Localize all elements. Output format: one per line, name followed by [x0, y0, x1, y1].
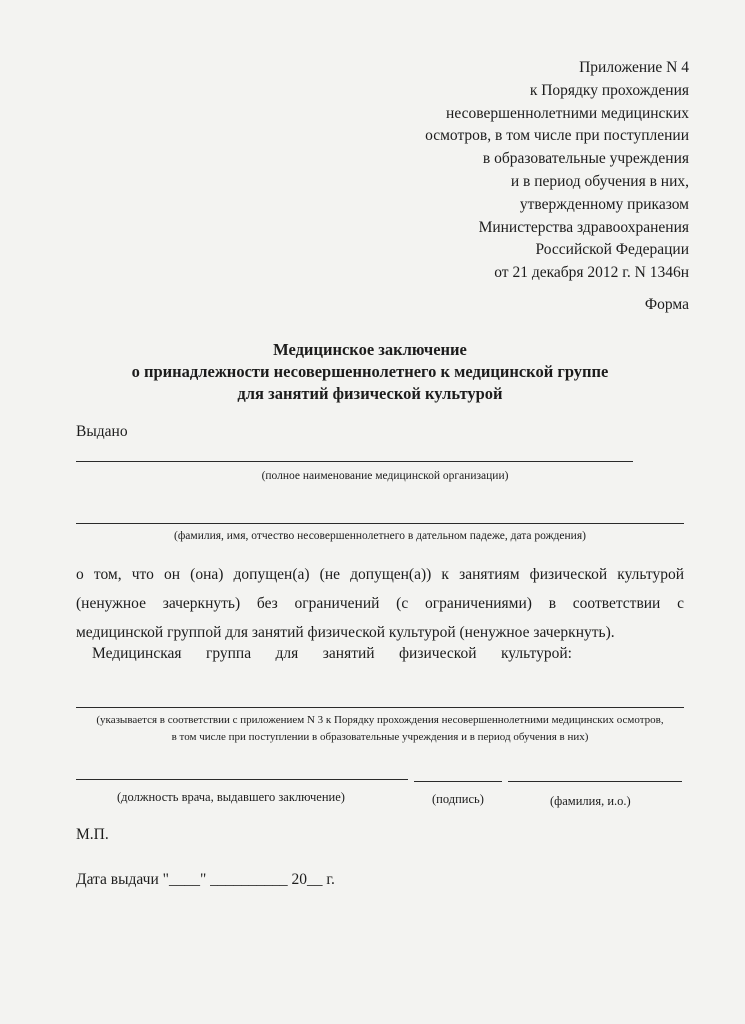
appendix-line: Министерства здравоохранения: [478, 218, 689, 236]
position-caption: (должность врача, выдавшего заключение): [117, 790, 345, 804]
note-line: (указывается в соответствии с приложением N 3 к Порядку прохождения несовершеннолетними медицинских осмотров,: [96, 714, 664, 726]
appendix-line: в образовательные учреждения: [482, 150, 689, 168]
medical-group-label: [92, 645, 572, 663]
group-word: занятий: [322, 645, 375, 662]
issued-label: Выдано: [76, 423, 128, 440]
medical-group-field-line: [76, 707, 684, 708]
group-word: группа: [205, 645, 252, 662]
group-word: Медицинская: [92, 645, 182, 662]
title-line: о принадлежности несовершеннолетнего к медицинской группе: [131, 362, 609, 381]
name-caption: (фамилия, и.о.): [550, 794, 631, 808]
group-word: культурой:: [500, 645, 572, 662]
patient-caption: (фамилия, имя, отчество несовершеннолетнего в дательном падеже, дата рождения): [174, 530, 586, 542]
patient-field-line: [76, 523, 684, 524]
appendix-line: несовершеннолетними медицинских: [446, 104, 689, 122]
name-field-line: [508, 781, 682, 782]
issue-date-line: Дата выдачи "____" __________ 20__ г.: [76, 871, 335, 888]
medical-group-note: [70, 712, 690, 746]
title-line: для занятий физической культурой: [237, 384, 503, 403]
appendix-line: осмотров, в том числе при поступлении: [425, 127, 689, 145]
form-label: Форма: [644, 296, 689, 313]
conclusion-line: (ненужное зачеркнуть) без ограничений (с ограничениями) в соответствии с: [76, 595, 684, 612]
conclusion-line: медицинской группой для занятий физической культурой (ненужное зачеркнуть).: [76, 624, 615, 641]
appendix-line: утвержденному приказом: [519, 195, 689, 213]
conclusion-line: о том, что он (она) допущен(а) (не допущен(а)) к занятиям физической культурой: [76, 566, 684, 583]
signature-field-line: [414, 781, 502, 782]
appendix-header: [329, 57, 689, 285]
appendix-line: Приложение N 4: [579, 59, 689, 76]
document-title: [60, 339, 680, 405]
signature-caption: (подпись): [432, 792, 484, 806]
note-line: в том числе при поступлении в образовательные учреждения и в период обучения в них): [171, 731, 589, 743]
group-word: для: [275, 645, 299, 662]
position-field-line: [76, 779, 408, 780]
appendix-line: к Порядку прохождения: [529, 81, 689, 99]
appendix-line: от 21 декабря 2012 г. N 1346н: [494, 264, 689, 282]
group-word: физической: [399, 645, 477, 662]
organization-caption: (полное наименование медицинской организации): [261, 470, 509, 482]
stamp-label: М.П.: [76, 826, 109, 843]
appendix-line: Российской Федерации: [535, 241, 689, 259]
organization-field-line: [76, 461, 633, 462]
conclusion-text: [76, 560, 684, 647]
title-line: Медицинское заключение: [273, 340, 467, 359]
appendix-line: и в период обучения в них,: [510, 172, 689, 190]
